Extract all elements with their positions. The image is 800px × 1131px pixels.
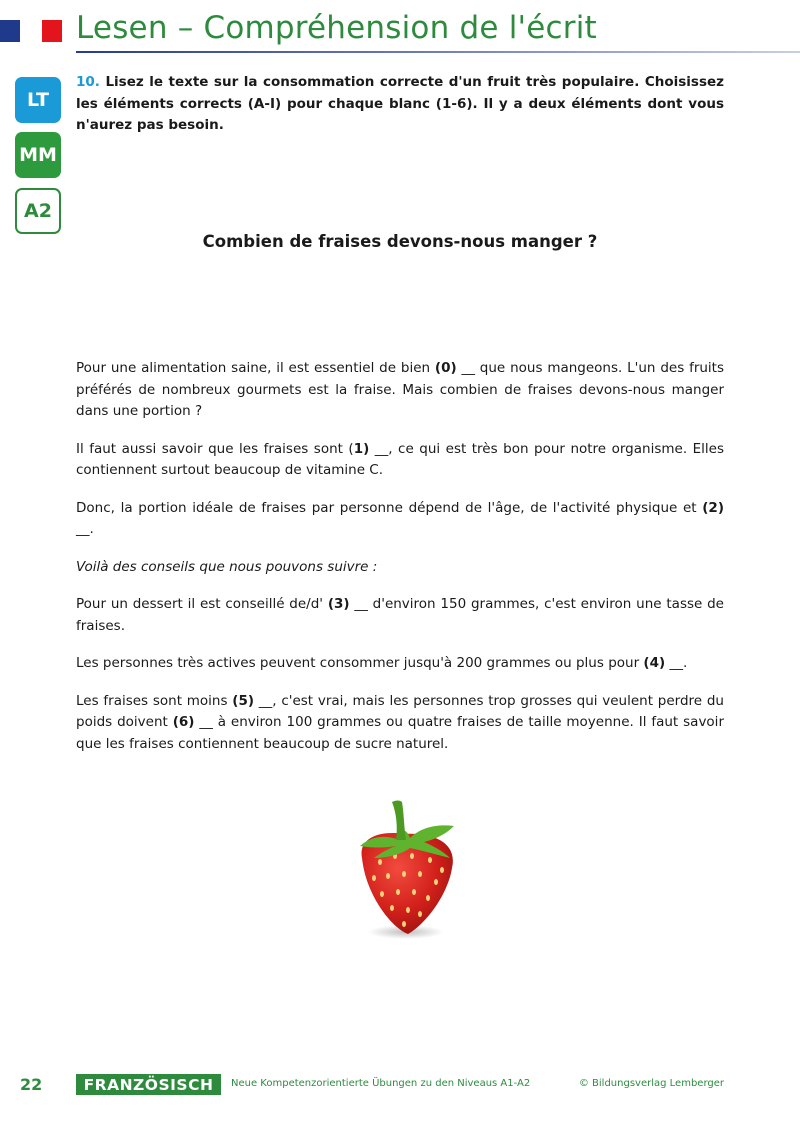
subject-label: FRANZÖSISCH — [76, 1074, 221, 1095]
flag-red-square — [42, 20, 62, 42]
gap-1: 1) — [353, 440, 370, 457]
flag-blue-square — [0, 20, 20, 42]
level-badge-mm: MM — [15, 132, 61, 178]
strawberry-image — [340, 796, 470, 944]
article-body — [76, 358, 724, 771]
page-number: 22 — [20, 1075, 43, 1094]
paragraph-2: Il faut aussi savoir que les fraises sont (1) __, ce qui est très bon pour notre organisme. Elles contiennent surtout beaucoup de vitamine C. — [76, 440, 724, 478]
exercise-instruction — [76, 72, 724, 137]
article-title: Combien de fraises devons-nous manger ? — [202, 232, 598, 251]
gap-5: (5) — [232, 692, 255, 709]
paragraph-4: Voilà des conseils que nous pouvons suivre : — [76, 558, 378, 575]
level-badge-lt: LT — [15, 77, 61, 123]
footer-copyright: © Bildungsverlag Lemberger — [578, 1078, 724, 1089]
paragraph-1: Pour une alimentation saine, il est essentiel de bien (0) __ que nous mangeons. L'un des fruits préférés de nombreux gourmets est la fraise. Mais combien de fraises devons-nous manger dans une portion ? — [76, 360, 725, 419]
paragraph-3: Donc, la portion idéale de fraises par personne dépend de l'âge, de l'activité physique et (2) __. — [76, 499, 724, 537]
page-title: Lesen – Compréhension de l'écrit — [76, 10, 597, 46]
instruction-text: Lisez le texte sur la consommation correcte d'un fruit très populaire. Choisissez les éléments corrects (A-I) pour chaque blanc (1-6). Il y a deux éléments dont vous n'aurez pas besoin. — [76, 74, 725, 133]
header-divider — [76, 51, 800, 53]
gap-6: (6) — [172, 714, 195, 730]
paragraph-7: Les fraises sont moins (5) __, c'est vrai, mais les personnes trop grosses qui veulent perdre du poids doivent (6) __ à environ 100 grammes ou quatre fraises de taille moyenne. Il faut savoir que les fraises contiennent beaucoup de sucre naturel. — [76, 692, 724, 752]
paragraph-6: Les personnes très actives peuvent consommer jusqu'à 200 grammes ou plus pour (4) __. — [76, 655, 688, 671]
paragraph-5: Pour un dessert il est conseillé de/d' (3) __ d'environ 150 grammes, c'est environ une tasse de fraises. — [76, 596, 724, 634]
footer-subtitle: Neue Kompetenzorientierte Übungen zu den Niveaus A1-A2 — [231, 1078, 531, 1089]
gap-0: (0) — [434, 360, 457, 376]
gap-3: (3) — [327, 596, 350, 612]
gap-4: (4) — [643, 655, 666, 671]
exercise-number: 10. — [76, 74, 100, 90]
gap-2: (2) — [702, 499, 724, 516]
level-badge-a2: A2 — [15, 188, 61, 234]
